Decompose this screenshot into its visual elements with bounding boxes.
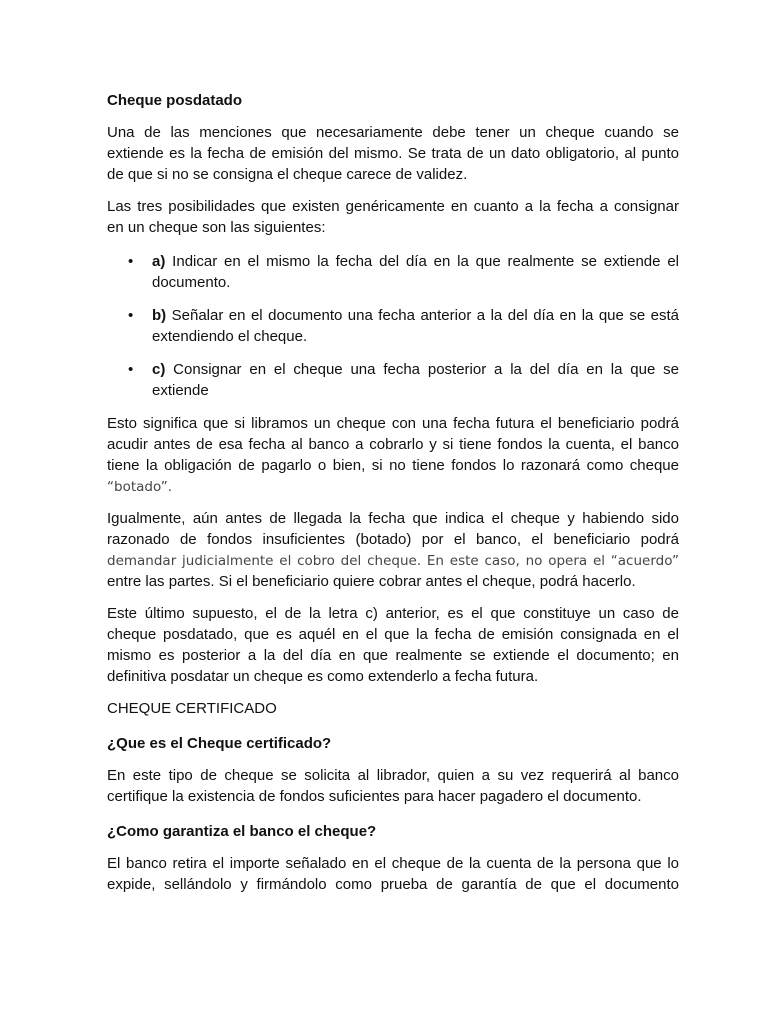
text-run: definitiva posdatar un cheque es como extenderlo a fecha futura. <box>107 668 539 685</box>
bullet-item <box>107 359 679 401</box>
text-line <box>107 874 679 895</box>
paragraph <box>107 603 679 687</box>
text-run: certifique la existencia de fondos suficientes para hacer pagadero el documento. <box>107 788 642 805</box>
text-line <box>107 164 679 185</box>
text-run: cheque posdatado, que es aquél en el que la fecha de emisión consignada en el <box>107 626 679 643</box>
text-line <box>107 571 679 592</box>
text-line <box>107 733 679 754</box>
document-title <box>107 90 679 111</box>
text-run: Indicar en el mismo la fecha del día en la que realmente se extiende el <box>165 253 679 270</box>
question-heading <box>107 733 679 754</box>
text-run: extendiendo el cheque. <box>152 328 308 345</box>
text-line <box>107 603 679 624</box>
alt-font-text: demandar judicialmente el cobro del cheque. En este caso, no opera el “acuerdo” <box>107 553 679 569</box>
text-line <box>152 272 679 293</box>
bullet-marker: • <box>128 307 134 324</box>
text-line <box>107 821 679 842</box>
text-run: En este tipo de cheque se solicita al librador, quien a su vez requerirá al banco <box>107 767 679 784</box>
bold-text: ¿Que es el Cheque certificado? <box>107 735 332 752</box>
text-run: Señalar en el documento una fecha anterior a la del día en la que se está <box>166 307 679 324</box>
text-run: Esto significa que si libramos un cheque con una fecha futura el beneficiario podrá <box>107 415 679 432</box>
text-line <box>107 143 679 164</box>
alt-font-text: “botado”. <box>107 479 173 495</box>
text-line <box>107 508 679 529</box>
text-line <box>107 413 679 434</box>
document-body <box>107 90 679 906</box>
bullet-marker: • <box>128 253 134 270</box>
paragraph <box>107 413 679 497</box>
text-run: extiende es la fecha de emisión del mismo. Se trata de un dato obligatorio, al punto <box>107 145 679 162</box>
text-run: Una de las menciones que necesariamente debe tener un cheque cuando se <box>107 124 679 141</box>
bold-text: Cheque posdatado <box>107 92 243 109</box>
text-run: mismo es posterior a la del día en que realmente se extiende el documento; en <box>107 647 679 664</box>
text-line <box>107 550 679 571</box>
text-run: Consignar en el cheque una fecha posterior a la del día en la que se <box>165 361 679 378</box>
text-run: documento. <box>152 274 231 291</box>
text-line <box>152 380 679 401</box>
text-line <box>107 666 679 687</box>
bold-text: a) <box>152 253 166 270</box>
text-run: Este último supuesto, el de la letra c) anterior, es el que constituye un caso de <box>107 605 679 622</box>
text-line <box>107 698 679 719</box>
bullet-item <box>107 305 679 347</box>
bullet-marker: • <box>128 361 134 378</box>
text-line <box>152 359 679 380</box>
bullet-item <box>107 251 679 293</box>
text-run: extiende <box>152 382 209 399</box>
text-run: Igualmente, aún antes de llegada la fecha que indica el cheque y habiendo sido <box>107 510 679 527</box>
text-line <box>107 122 679 143</box>
text-run: de que si no se consigna el cheque carece de validez. <box>107 166 468 183</box>
text-line <box>107 624 679 645</box>
bold-text: b) <box>152 307 167 324</box>
text-run: en un cheque son las siguientes: <box>107 219 326 236</box>
text-line <box>107 90 679 111</box>
paragraph <box>107 853 679 895</box>
question-heading <box>107 821 679 842</box>
text-line <box>107 196 679 217</box>
text-line <box>107 529 679 550</box>
text-run: entre las partes. Si el beneficiario quiere cobrar antes el cheque, podrá hacerlo. <box>107 573 636 590</box>
text-run: razonado de fondos insuficientes (botado) por el banco, el beneficiario podrá <box>107 531 679 548</box>
text-line <box>152 305 679 326</box>
text-line <box>107 434 679 455</box>
bold-text: ¿Como garantiza el banco el cheque? <box>107 823 377 840</box>
text-run: acudir antes de esa fecha al banco a cobrarlo y si tiene fondos la cuenta, el banco <box>107 436 679 453</box>
paragraph <box>107 508 679 592</box>
paragraph <box>107 196 679 238</box>
paragraph <box>107 122 679 185</box>
paragraph <box>107 765 679 807</box>
text-run: tiene la obligación de pagarlo o bien, si no tiene fondos lo razonará como cheque <box>107 457 679 474</box>
text-line <box>107 217 679 238</box>
text-line <box>107 786 679 807</box>
section-heading <box>107 698 679 719</box>
text-run: Las tres posibilidades que existen genéricamente en cuanto a la fecha a consignar <box>107 198 679 215</box>
text-line <box>152 251 679 272</box>
text-line <box>152 326 679 347</box>
text-line <box>107 476 679 497</box>
bold-text: c) <box>152 361 166 378</box>
text-line <box>107 645 679 666</box>
text-line <box>107 853 679 874</box>
text-line <box>107 455 679 476</box>
text-line <box>107 765 679 786</box>
text-run: CHEQUE CERTIFICADO <box>107 700 277 717</box>
text-run: El banco retira el importe señalado en el cheque de la cuenta de la persona que lo <box>107 855 679 872</box>
text-run: expide, sellándolo y firmándolo como prueba de garantía de que el documento <box>107 876 679 893</box>
